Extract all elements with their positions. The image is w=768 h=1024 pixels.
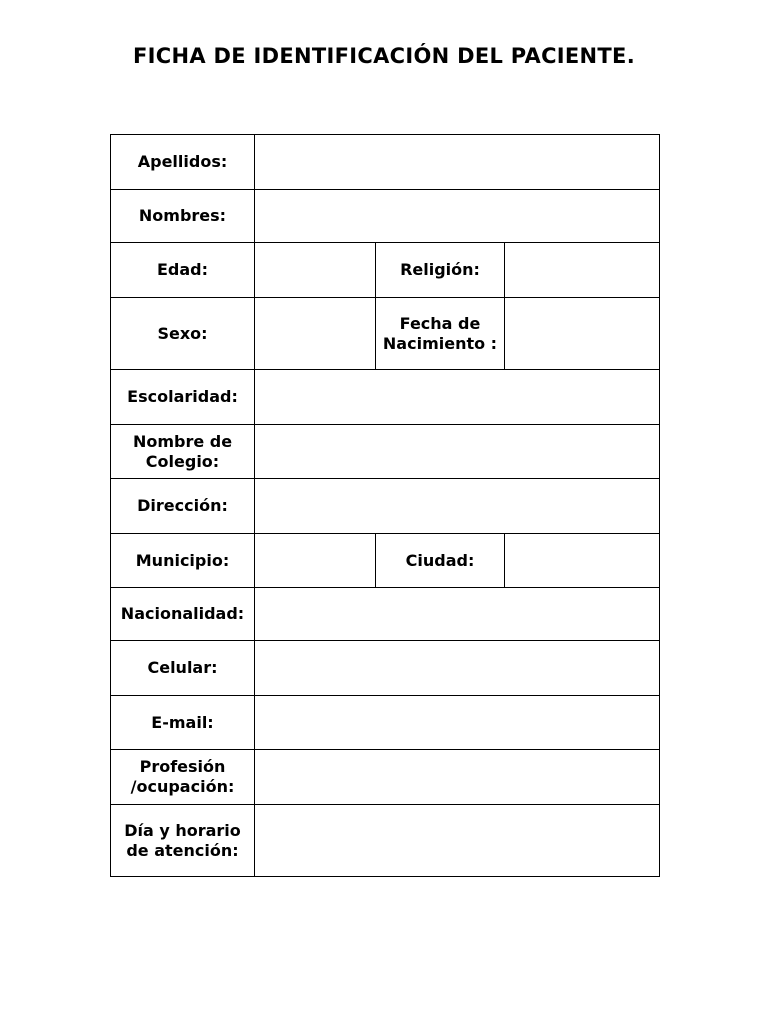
label-edad: Edad: <box>111 243 255 298</box>
label-nacionalidad: Nacionalidad: <box>111 588 255 641</box>
apellidos-field[interactable] <box>255 135 660 190</box>
row-escolaridad <box>111 370 660 425</box>
row-nombres <box>111 190 660 243</box>
fecha-nacimiento-field[interactable] <box>505 298 660 370</box>
label-apellidos: Apellidos: <box>111 135 255 190</box>
row-celular <box>111 641 660 696</box>
profesion-field[interactable] <box>255 750 660 805</box>
label-horario: Día y horario de atención: <box>111 805 255 877</box>
nombres-field[interactable] <box>255 190 660 243</box>
religion-field[interactable] <box>505 243 660 298</box>
celular-field[interactable] <box>255 641 660 696</box>
nombre-colegio-field[interactable] <box>255 425 660 479</box>
label-ciudad: Ciudad: <box>376 534 505 588</box>
escolaridad-field[interactable] <box>255 370 660 425</box>
row-horario <box>111 805 660 877</box>
page-title: FICHA DE IDENTIFICACIÓN DEL PACIENTE. <box>133 44 635 68</box>
municipio-field[interactable] <box>255 534 376 588</box>
sexo-field[interactable] <box>255 298 376 370</box>
row-direccion <box>111 479 660 534</box>
row-nacionalidad <box>111 588 660 641</box>
row-apellidos <box>111 135 660 190</box>
row-profesion <box>111 750 660 805</box>
label-religion: Religión: <box>376 243 505 298</box>
label-municipio: Municipio: <box>111 534 255 588</box>
label-nombres: Nombres: <box>111 190 255 243</box>
row-sexo-fecha <box>111 298 660 370</box>
label-email: E-mail: <box>111 696 255 750</box>
ciudad-field[interactable] <box>505 534 660 588</box>
horario-field[interactable] <box>255 805 660 877</box>
row-municipio-ciudad <box>111 534 660 588</box>
label-profesion: Profesión /ocupación: <box>111 750 255 805</box>
nacionalidad-field[interactable] <box>255 588 660 641</box>
label-fecha-nacimiento: Fecha de Nacimiento : <box>376 298 505 370</box>
row-email <box>111 696 660 750</box>
direccion-field[interactable] <box>255 479 660 534</box>
row-edad-religion <box>111 243 660 298</box>
label-sexo: Sexo: <box>111 298 255 370</box>
patient-form-table <box>110 134 660 877</box>
label-direccion: Dirección: <box>111 479 255 534</box>
row-nombre-colegio <box>111 425 660 479</box>
label-celular: Celular: <box>111 641 255 696</box>
email-field[interactable] <box>255 696 660 750</box>
label-escolaridad: Escolaridad: <box>111 370 255 425</box>
edad-field[interactable] <box>255 243 376 298</box>
label-nombre-colegio: Nombre de Colegio: <box>111 425 255 479</box>
